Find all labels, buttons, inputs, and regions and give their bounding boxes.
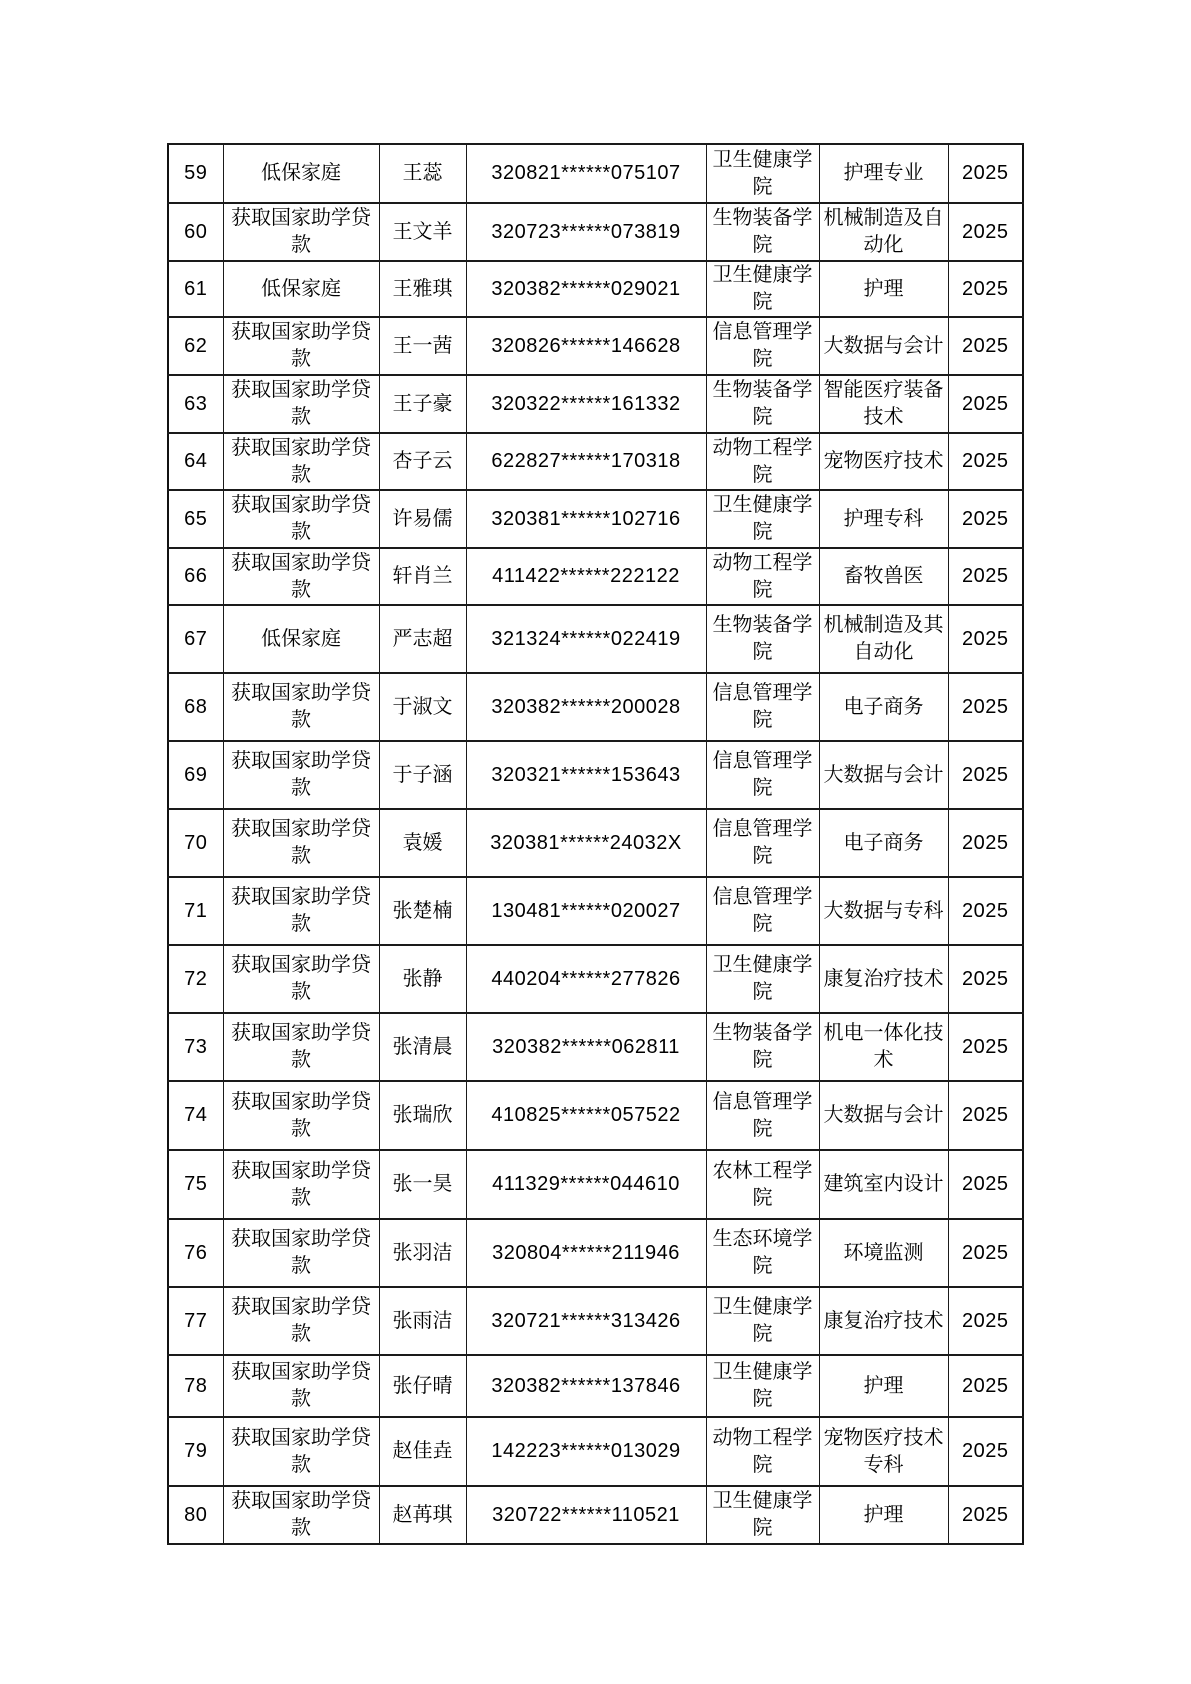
cell-row-number: 80 <box>168 1486 223 1544</box>
cell-college: 信息管理学院 <box>706 673 819 741</box>
cell-student-name: 许易儒 <box>379 490 466 548</box>
cell-college: 卫生健康学院 <box>706 144 819 203</box>
cell-funding-status: 获取国家助学贷款 <box>223 741 379 809</box>
cell-major: 机电一体化技术 <box>819 1013 948 1081</box>
cell-college: 卫生健康学院 <box>706 1486 819 1544</box>
cell-college: 生物装备学院 <box>706 375 819 433</box>
cell-major: 宠物医疗技术 <box>819 433 948 490</box>
cell-college: 卫生健康学院 <box>706 945 819 1013</box>
table-row <box>168 203 1023 261</box>
cell-student-name: 赵佳垚 <box>379 1417 466 1486</box>
cell-funding-status: 获取国家助学贷款 <box>223 673 379 741</box>
cell-row-number: 63 <box>168 375 223 433</box>
cell-funding-status: 获取国家助学贷款 <box>223 433 379 490</box>
cell-student-name: 王一茜 <box>379 317 466 375</box>
cell-student-name: 袁媛 <box>379 809 466 877</box>
cell-student-name: 张静 <box>379 945 466 1013</box>
cell-college: 农林工程学院 <box>706 1150 819 1219</box>
cell-row-number: 71 <box>168 877 223 945</box>
cell-row-number: 59 <box>168 144 223 203</box>
cell-funding-status: 获取国家助学贷款 <box>223 809 379 877</box>
cell-student-name: 严志超 <box>379 605 466 673</box>
cell-id-number: 320382******137846 <box>466 1355 706 1417</box>
cell-funding-status: 低保家庭 <box>223 605 379 673</box>
table-row <box>168 877 1023 945</box>
cell-major: 护理 <box>819 1355 948 1417</box>
table-row <box>168 741 1023 809</box>
cell-college: 生物装备学院 <box>706 203 819 261</box>
cell-year: 2025 <box>948 1287 1023 1355</box>
cell-row-number: 67 <box>168 605 223 673</box>
cell-funding-status: 获取国家助学贷款 <box>223 490 379 548</box>
cell-year: 2025 <box>948 605 1023 673</box>
cell-row-number: 75 <box>168 1150 223 1219</box>
cell-id-number: 320821******075107 <box>466 144 706 203</box>
cell-student-name: 张雨洁 <box>379 1287 466 1355</box>
cell-id-number: 320381******24032X <box>466 809 706 877</box>
table-row <box>168 1287 1023 1355</box>
cell-year: 2025 <box>948 673 1023 741</box>
table-row <box>168 1355 1023 1417</box>
cell-row-number: 69 <box>168 741 223 809</box>
cell-student-name: 王子豪 <box>379 375 466 433</box>
cell-major: 电子商务 <box>819 673 948 741</box>
cell-year: 2025 <box>948 1219 1023 1287</box>
cell-year: 2025 <box>948 1355 1023 1417</box>
cell-year: 2025 <box>948 433 1023 490</box>
cell-student-name: 张瑞欣 <box>379 1081 466 1150</box>
cell-year: 2025 <box>948 1013 1023 1081</box>
cell-id-number: 320723******073819 <box>466 203 706 261</box>
cell-id-number: 411329******044610 <box>466 1150 706 1219</box>
student-funding-table <box>167 143 1024 1545</box>
cell-row-number: 78 <box>168 1355 223 1417</box>
cell-student-name: 杏子云 <box>379 433 466 490</box>
cell-major: 电子商务 <box>819 809 948 877</box>
cell-funding-status: 获取国家助学贷款 <box>223 1013 379 1081</box>
cell-college: 生物装备学院 <box>706 605 819 673</box>
table-row <box>168 1013 1023 1081</box>
cell-year: 2025 <box>948 317 1023 375</box>
table-row <box>168 1417 1023 1486</box>
cell-college: 生物装备学院 <box>706 1013 819 1081</box>
cell-id-number: 320322******161332 <box>466 375 706 433</box>
cell-row-number: 64 <box>168 433 223 490</box>
table-row <box>168 673 1023 741</box>
cell-college: 信息管理学院 <box>706 741 819 809</box>
cell-id-number: 622827******170318 <box>466 433 706 490</box>
cell-major: 宠物医疗技术专科 <box>819 1417 948 1486</box>
cell-college: 卫生健康学院 <box>706 1287 819 1355</box>
cell-funding-status: 获取国家助学贷款 <box>223 1219 379 1287</box>
cell-year: 2025 <box>948 490 1023 548</box>
cell-major: 大数据与会计 <box>819 1081 948 1150</box>
cell-row-number: 61 <box>168 261 223 317</box>
cell-id-number: 410825******057522 <box>466 1081 706 1150</box>
cell-year: 2025 <box>948 203 1023 261</box>
cell-funding-status: 获取国家助学贷款 <box>223 1417 379 1486</box>
cell-student-name: 于淑文 <box>379 673 466 741</box>
cell-student-name: 张仔晴 <box>379 1355 466 1417</box>
table-row <box>168 945 1023 1013</box>
cell-student-name: 于子涵 <box>379 741 466 809</box>
cell-funding-status: 获取国家助学贷款 <box>223 877 379 945</box>
cell-id-number: 411422******222122 <box>466 548 706 605</box>
cell-college: 信息管理学院 <box>706 317 819 375</box>
cell-id-number: 320721******313426 <box>466 1287 706 1355</box>
cell-student-name: 王雅琪 <box>379 261 466 317</box>
cell-student-name: 张一昊 <box>379 1150 466 1219</box>
cell-funding-status: 低保家庭 <box>223 144 379 203</box>
cell-row-number: 73 <box>168 1013 223 1081</box>
cell-row-number: 79 <box>168 1417 223 1486</box>
cell-year: 2025 <box>948 809 1023 877</box>
cell-funding-status: 获取国家助学贷款 <box>223 1355 379 1417</box>
cell-funding-status: 获取国家助学贷款 <box>223 375 379 433</box>
cell-major: 大数据与会计 <box>819 741 948 809</box>
cell-id-number: 321324******022419 <box>466 605 706 673</box>
cell-major: 康复治疗技术 <box>819 945 948 1013</box>
cell-id-number: 320722******110521 <box>466 1486 706 1544</box>
cell-major: 护理 <box>819 1486 948 1544</box>
table-row <box>168 144 1023 203</box>
cell-year: 2025 <box>948 1486 1023 1544</box>
cell-funding-status: 获取国家助学贷款 <box>223 1287 379 1355</box>
cell-id-number: 440204******277826 <box>466 945 706 1013</box>
cell-major: 护理专业 <box>819 144 948 203</box>
cell-college: 卫生健康学院 <box>706 261 819 317</box>
table-row <box>168 809 1023 877</box>
student-funding-table-body <box>168 144 1023 1544</box>
cell-row-number: 76 <box>168 1219 223 1287</box>
cell-major: 智能医疗装备技术 <box>819 375 948 433</box>
cell-row-number: 74 <box>168 1081 223 1150</box>
cell-year: 2025 <box>948 261 1023 317</box>
table-row <box>168 548 1023 605</box>
cell-student-name: 张楚楠 <box>379 877 466 945</box>
cell-college: 卫生健康学院 <box>706 1355 819 1417</box>
table-row <box>168 375 1023 433</box>
cell-row-number: 72 <box>168 945 223 1013</box>
cell-year: 2025 <box>948 1081 1023 1150</box>
cell-id-number: 320382******029021 <box>466 261 706 317</box>
cell-row-number: 68 <box>168 673 223 741</box>
cell-funding-status: 获取国家助学贷款 <box>223 548 379 605</box>
cell-year: 2025 <box>948 945 1023 1013</box>
cell-student-name: 张羽洁 <box>379 1219 466 1287</box>
cell-id-number: 320321******153643 <box>466 741 706 809</box>
cell-major: 环境监测 <box>819 1219 948 1287</box>
cell-row-number: 70 <box>168 809 223 877</box>
cell-college: 动物工程学院 <box>706 548 819 605</box>
cell-major: 护理 <box>819 261 948 317</box>
cell-year: 2025 <box>948 877 1023 945</box>
cell-major: 大数据与会计 <box>819 317 948 375</box>
cell-college: 卫生健康学院 <box>706 490 819 548</box>
cell-funding-status: 获取国家助学贷款 <box>223 317 379 375</box>
cell-college: 动物工程学院 <box>706 433 819 490</box>
cell-major: 大数据与专科 <box>819 877 948 945</box>
cell-college: 生态环境学院 <box>706 1219 819 1287</box>
table-row <box>168 1150 1023 1219</box>
cell-college: 信息管理学院 <box>706 1081 819 1150</box>
cell-id-number: 320382******062811 <box>466 1013 706 1081</box>
cell-funding-status: 获取国家助学贷款 <box>223 945 379 1013</box>
cell-row-number: 62 <box>168 317 223 375</box>
cell-student-name: 轩肖兰 <box>379 548 466 605</box>
cell-id-number: 320382******200028 <box>466 673 706 741</box>
cell-year: 2025 <box>948 375 1023 433</box>
cell-row-number: 66 <box>168 548 223 605</box>
cell-row-number: 77 <box>168 1287 223 1355</box>
cell-funding-status: 低保家庭 <box>223 261 379 317</box>
cell-id-number: 320804******211946 <box>466 1219 706 1287</box>
cell-student-name: 王文羊 <box>379 203 466 261</box>
cell-funding-status: 获取国家助学贷款 <box>223 1150 379 1219</box>
cell-funding-status: 获取国家助学贷款 <box>223 203 379 261</box>
table-row <box>168 433 1023 490</box>
cell-college: 信息管理学院 <box>706 809 819 877</box>
table-row <box>168 317 1023 375</box>
cell-student-name: 张清晨 <box>379 1013 466 1081</box>
cell-major: 畜牧兽医 <box>819 548 948 605</box>
cell-row-number: 65 <box>168 490 223 548</box>
cell-row-number: 60 <box>168 203 223 261</box>
cell-id-number: 320381******102716 <box>466 490 706 548</box>
cell-funding-status: 获取国家助学贷款 <box>223 1081 379 1150</box>
table-row <box>168 1486 1023 1544</box>
cell-id-number: 142223******013029 <box>466 1417 706 1486</box>
cell-year: 2025 <box>948 1417 1023 1486</box>
cell-year: 2025 <box>948 741 1023 809</box>
table-row <box>168 605 1023 673</box>
cell-major: 护理专科 <box>819 490 948 548</box>
cell-college: 动物工程学院 <box>706 1417 819 1486</box>
cell-id-number: 130481******020027 <box>466 877 706 945</box>
table-row <box>168 1219 1023 1287</box>
cell-college: 信息管理学院 <box>706 877 819 945</box>
cell-major: 建筑室内设计 <box>819 1150 948 1219</box>
cell-major: 机械制造及自动化 <box>819 203 948 261</box>
cell-id-number: 320826******146628 <box>466 317 706 375</box>
cell-year: 2025 <box>948 144 1023 203</box>
cell-student-name: 王蕊 <box>379 144 466 203</box>
cell-student-name: 赵苒琪 <box>379 1486 466 1544</box>
table-row <box>168 1081 1023 1150</box>
table-row <box>168 490 1023 548</box>
cell-year: 2025 <box>948 1150 1023 1219</box>
cell-year: 2025 <box>948 548 1023 605</box>
cell-funding-status: 获取国家助学贷款 <box>223 1486 379 1544</box>
cell-major: 机械制造及其自动化 <box>819 605 948 673</box>
table-row <box>168 261 1023 317</box>
cell-major: 康复治疗技术 <box>819 1287 948 1355</box>
